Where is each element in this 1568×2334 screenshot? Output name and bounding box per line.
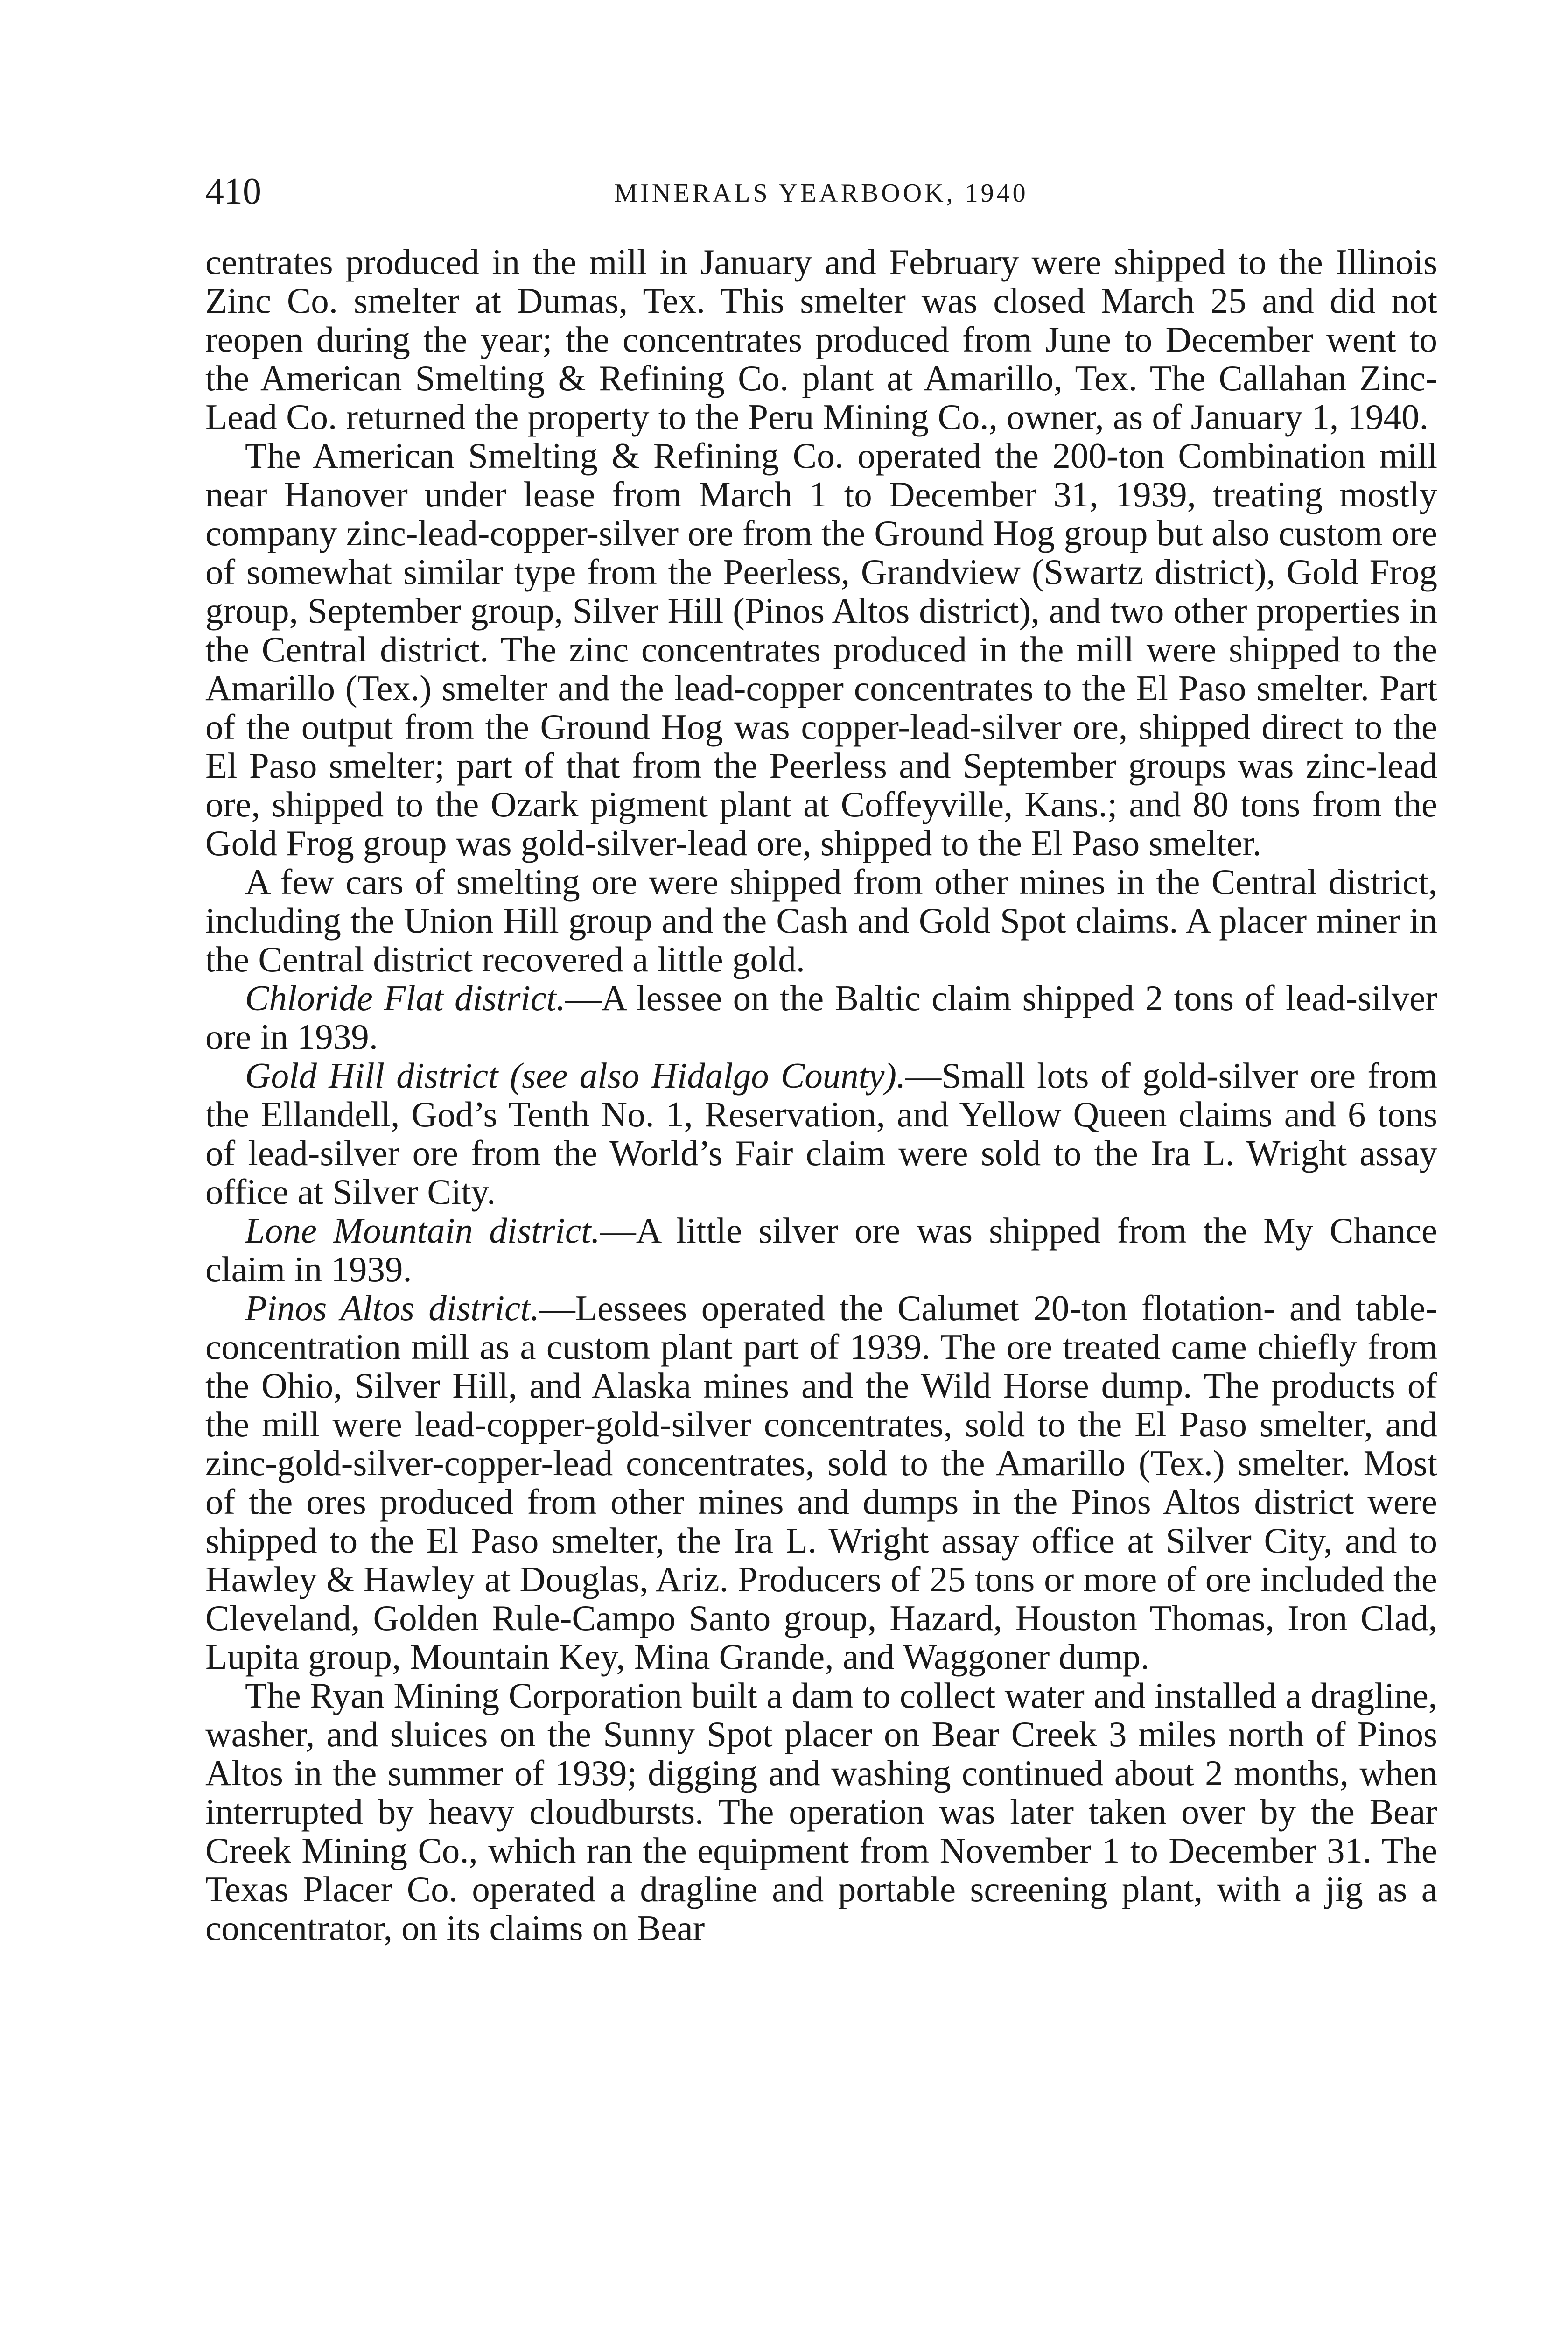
paragraph-text: The American Smelting & Refining Co. operated the 200-ton Combination mill near Hanover under lease from March 1 to December 31, 1939, treating mostly company zinc-lead-copper-silver ore from the Ground Hog group but also custom ore of somewhat similar type from the Peerless, Grandview (Swartz district), Gold Frog group, September group, Silver Hill (Pinos Altos district), and two other properties in the Central district. The zinc concentrates produced in the mill were shipped to the Amarillo (Tex.) smelter and the lead-copper concentrates to the El Paso smelter. Part of the output from the Ground Hog was copper-lead-silver ore, shipped direct to the El Paso smelter; part of that from the Peerless and September groups was zinc-lead ore, shipped to the Ozark pigment plant at Coffeyville, Kans.; and 80 tons from the Gold Frog group was gold-silver-lead ore, shipped to the El Paso smelter. — [205, 436, 1437, 863]
paragraph-lone-mountain — [205, 1211, 1437, 1289]
running-head — [205, 168, 1437, 215]
paragraph-pinos-altos — [205, 1289, 1437, 1676]
paragraph-text: The Ryan Mining Corporation built a dam to collect water and installed a dragline, washer, and sluices on the Sunny Spot placer on Bear Creek 3 miles north of Pinos Altos in the summer of 1939; digging and washing continued about 2 months, when interrupted by heavy cloudbursts. The operation was later taken over by the Bear Creek Mining Co., which ran the equipment from November 1 to December 31. The Texas Placer Co. operated a dragline and portable screening plant, with a jig as a concentrator, on its claims on Bear — [205, 1675, 1437, 1948]
district-heading: Chloride Flat district. — [245, 978, 566, 1018]
paragraph-text: —Small lots of gold-silver ore from the Ellandell, God’s Tenth No. 1, Reservation, and Yellow Queen claims and 6 tons of lead-silver ore from the World’s Fair claim were sold to the Ira L. Wright assay office at Silver City. — [205, 1055, 1437, 1212]
paragraph-continuation — [205, 243, 1437, 436]
paragraph-text: —A little silver ore was shipped from the My Chance claim in 1939. — [205, 1210, 1437, 1289]
district-heading: Lone Mountain district. — [245, 1210, 600, 1251]
district-heading: Pinos Altos district. — [245, 1288, 539, 1328]
paragraph-combination-mill — [205, 436, 1437, 863]
district-heading: Gold Hill district (see also Hidalgo County). — [245, 1055, 906, 1096]
body-text — [205, 243, 1437, 1947]
paragraph-ryan-mining — [205, 1676, 1437, 1947]
paragraph-gold-hill — [205, 1056, 1437, 1211]
paragraph-text: —Lessees operated the Calumet 20-ton flotation- and table-concentration mill as a custom plant part of 1939. The ore treated came chiefly from the Ohio, Silver Hill, and Alaska mines and the Wild Horse dump. The products of the mill were lead-copper-gold-silver concentrates, sold to the El Paso smelter, and zinc-gold-silver-copper-lead concentrates, sold to the Amarillo (Tex.) smelter. Most of the ores produced from other mines and dumps in the Pinos Altos district were shipped to the El Paso smelter, the Ira L. Wright assay office at Silver City, and to Hawley & Hawley at Douglas, Ariz. Producers of 25 tons or more of ore included the Cleveland, Golden Rule-Campo Santo group, Hazard, Houston Thomas, Iron Clad, Lupita group, Mountain Key, Mina Grande, and Waggoner dump. — [205, 1288, 1437, 1677]
page-number: 410 — [205, 171, 261, 212]
paragraph-text: —A lessee on the Baltic claim shipped 2 tons of lead-silver ore in 1939. — [205, 978, 1437, 1057]
paragraph-chloride-flat — [205, 979, 1437, 1056]
paragraph-text: centrates produced in the mill in January and February were shipped to the Illinois Zinc Co. smelter at Dumas, Tex. This smelter was closed March 25 and did not reopen during the year; the concentrates produced from June to December went to the American Smelting & Refining Co. plant at Amarillo, Tex. The Callahan Zinc-Lead Co. returned the property to the Peru Mining Co., owner, as of January 1, 1940. — [205, 242, 1437, 437]
paragraph-text: A few cars of smelting ore were shipped from other mines in the Central district, including the Union Hill group and the Cash and Gold Spot claims. A placer miner in the Central district recovered a little gold. — [205, 862, 1437, 979]
running-title: MINERALS YEARBOOK, 1940 — [614, 179, 1029, 208]
paragraph-central-district — [205, 863, 1437, 979]
